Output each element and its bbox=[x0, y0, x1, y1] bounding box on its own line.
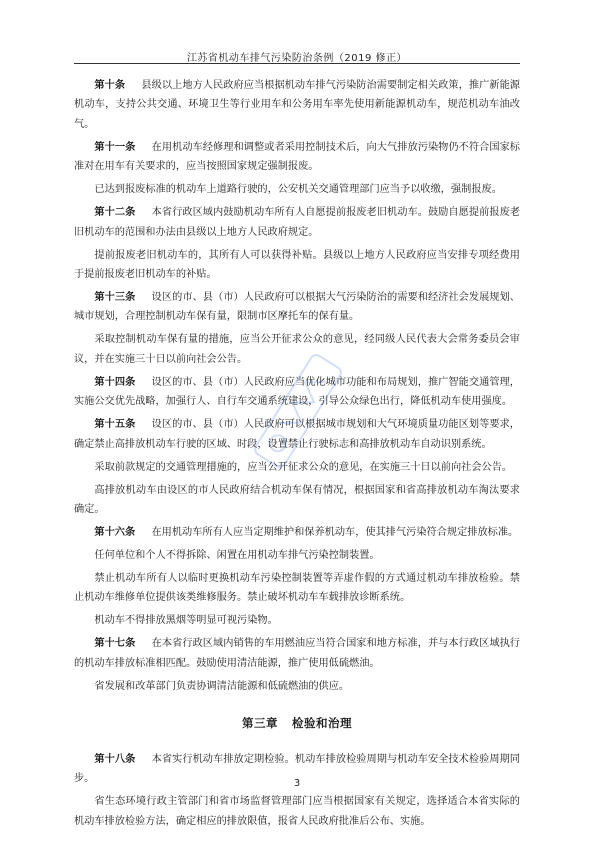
article-text: 在用机动车所有人应当定期维护和保养机动车，使其排气污染符合规定排放标准。 bbox=[151, 527, 519, 539]
article-block bbox=[74, 76, 520, 696]
header-rule bbox=[74, 63, 520, 64]
article-text: 禁止机动车所有人以临时更换机动车污染控制装置等弄虚作假的方式通过机动车排放检验。禁止机动车维修单位提供该类维修服务。禁止破坏机动车车载排放诊断系统。 bbox=[74, 573, 520, 604]
article-paragraph bbox=[74, 634, 520, 673]
article-text: 任何单位和个人不得拆除、闲置在用机动车排气污染控制装置。 bbox=[94, 550, 380, 562]
article-paragraph bbox=[74, 203, 520, 242]
article-paragraph bbox=[74, 180, 520, 199]
chapter-number: 第三章 bbox=[242, 716, 278, 731]
chapter-heading bbox=[74, 714, 520, 733]
article-paragraph bbox=[74, 677, 520, 696]
article-number: 第十六条 bbox=[94, 527, 136, 539]
article-number: 第十四条 bbox=[94, 376, 136, 388]
article-number: 第十三条 bbox=[94, 292, 136, 304]
article-paragraph bbox=[74, 330, 520, 369]
article-text: 提前报废老旧机动车的，其所有人可以获得补贴。县级以上地方人民政府应当安排专项经费用于提前报废老旧机动车的补贴。 bbox=[74, 249, 520, 281]
article-text: 采取控制机动车保有量的措施，应当公开征求公众的意见，经同级人民代表大会常务委员会审议，并在实施三十日以前向社会公告。 bbox=[74, 334, 520, 365]
article-number: 第十五条 bbox=[94, 419, 136, 431]
article-paragraph bbox=[74, 246, 520, 285]
article-number: 第十七条 bbox=[94, 638, 136, 650]
running-header: 江苏省机动车排气污染防治条例（2019 修正） bbox=[186, 53, 408, 64]
article-text: 省发展和改革部门负责协调清洁能源和低硫燃油的供应。 bbox=[94, 680, 350, 692]
article-paragraph bbox=[74, 481, 520, 520]
article-text: 在本省行政区域内销售的车用燃油应当符合国家和地方标准，并与本行政区域执行的机动车排放标准相匹配。鼓励使用清洁能源，推广使用低硫燃油。 bbox=[74, 638, 520, 669]
article-paragraph bbox=[74, 415, 520, 454]
article-text: 机动车不得排放黑烟等明显可视污染物。 bbox=[94, 615, 278, 627]
article-number: 第十八条 bbox=[94, 753, 136, 765]
article-paragraph bbox=[74, 138, 520, 177]
article-number: 第十条 bbox=[94, 80, 126, 91]
chapter-title: 检验和治理 bbox=[292, 716, 352, 731]
article-text: 在用机动车经修理和调整或者采用控制技术后，向大气排放污染物仍不符合国家标准对在用车有关要求的，应当按照国家规定强制报废。 bbox=[74, 141, 520, 173]
article-text: 采取前款规定的交通管理措施的，应当公开征求公众的意见，在实施三十日以前向社会公告。 bbox=[94, 461, 513, 473]
article-paragraph bbox=[74, 458, 520, 477]
article-number: 第十一条 bbox=[94, 141, 136, 153]
page-number: 3 bbox=[293, 778, 301, 789]
article-paragraph bbox=[74, 288, 520, 327]
article-text: 已达到报废标准的机动车上道路行驶的，公安机关交通管理部门应当予以收缴，强制报废。 bbox=[94, 184, 502, 196]
body-text bbox=[74, 76, 520, 835]
article-paragraph bbox=[74, 792, 520, 831]
article-paragraph bbox=[74, 569, 520, 608]
article-paragraph bbox=[74, 611, 520, 630]
article-text: 县级以上地方人民政府应当根据机动车排气污染防治需要制定相关政策，推广新能源机动车，支持公共交通、环境卫生等行业用车和公务用车率先使用新能源机动车，规范机动车油改气。 bbox=[74, 80, 520, 130]
article-paragraph bbox=[74, 546, 520, 565]
article-text: 设区的市、县（市）人民政府可以根据大气污染防治的需要和经济社会发展规划、城市规划，合理控制机动车保有量，限制市区摩托车的保有量。 bbox=[74, 292, 520, 323]
article-block bbox=[74, 750, 520, 831]
article-text: 本省行政区域内鼓励机动车所有人自愿提前报废老旧机动车。鼓励自愿提前报废老旧机动车的范围和办法由县级以上地方人民政府规定。 bbox=[74, 207, 520, 238]
article-text: 本省实行机动车排放定期检验。机动车排放检验周期与机动车安全技术检验周期同步。 bbox=[74, 753, 520, 785]
article-text: 设区的市、县（市）人民政府可以根据城市规划和大气环境质量功能区划等要求，确定禁止高排放机动车行驶的区域、时段，设置禁止行驶标志和高排放机动车自动识别系统。 bbox=[74, 419, 520, 450]
article-paragraph bbox=[74, 523, 520, 542]
article-text: 高排放机动车由设区的市人民政府结合机动车保有情况，根据国家和省高排放机动车淘汰要求确定。 bbox=[74, 484, 520, 516]
article-number: 第十二条 bbox=[94, 207, 136, 219]
article-paragraph bbox=[74, 373, 520, 412]
article-text: 设区的市、县（市）人民政府应当优化城市功能和布局规划，推广智能交通管理，实施公交优先战略，加强行人、自行车交通系统建设，引导公众绿色出行，降低机动车使用强度。 bbox=[74, 376, 520, 408]
article-paragraph bbox=[74, 76, 520, 134]
article-text: 省生态环境行政主管部门和省市场监督管理部门应当根据国家有关规定，选择适合本省实际的机动车排放检验方法，确定相应的排放限值，报省人民政府批准后公布、实施。 bbox=[74, 796, 520, 827]
